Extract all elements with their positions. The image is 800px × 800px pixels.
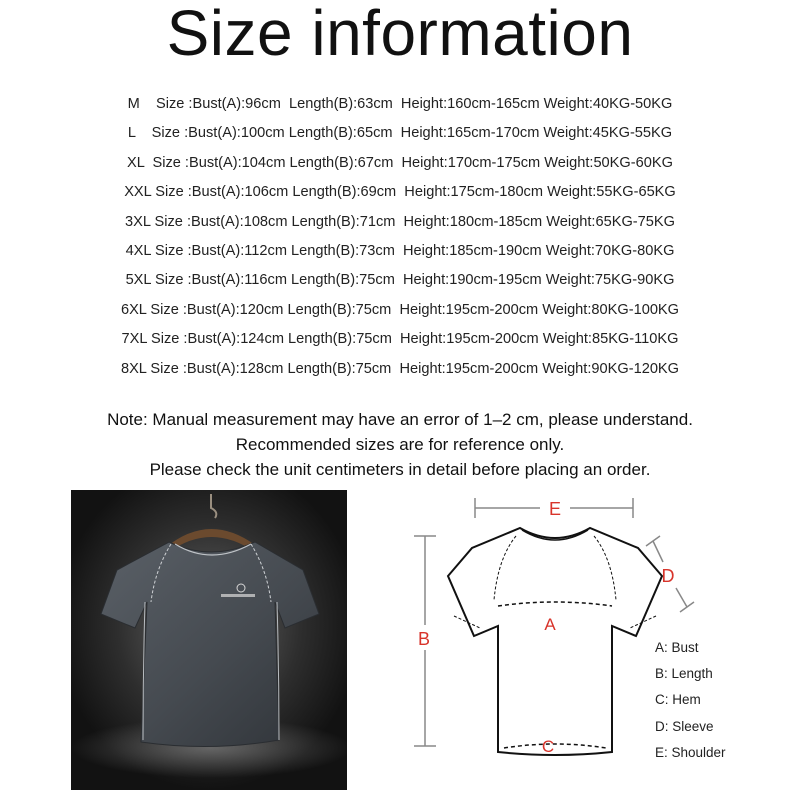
size-row: M Size :Bust(A):96cm Length(B):63cm Height:160cm-165cm Weight:40KG-50KG [127,96,673,112]
label-a: A [544,615,556,634]
size-row: 5XL Size :Bust(A):116cm Length(B):75cm Height:190cm-195cm Weight:75KG-90KG [125,272,675,289]
size-row: 3XL Size :Bust(A):108cm Length(B):71cm Height:180cm-185cm Weight:65KG-75KG [125,213,675,230]
label-c: C [541,737,555,756]
legend-item: B: Length [655,666,713,682]
shirt-outline [448,528,662,755]
size-row: XL Size :Bust(A):104cm Length(B):67cm Height:170cm-175cm Weight:50KG-60KG [127,154,673,171]
note-line: Note: Manual measurement may have an error of 1–2 cm, please understand. [107,410,693,429]
size-row: 8XL Size :Bust(A):128cm Length(B):75cm Height:195cm-200cm Weight:90KG-120KG [120,360,680,377]
bust-line [498,602,612,606]
size-table [0,94,800,388]
note-line: Please check the unit centimeters in detail before placing an order. [149,460,651,479]
product-photo [71,490,347,790]
measurement-diagram [400,490,800,790]
notes [0,407,800,482]
size-row: L Size :Bust(A):100cm Length(B):65cm Height:165cm-170cm Weight:45KG-55KG [127,125,673,142]
label-b: B [417,629,431,649]
size-row: 7XL Size :Bust(A):124cm Length(B):75cm Height:195cm-200cm Weight:85KG-110KG [121,331,679,348]
label-e: E [548,499,562,519]
legend-item: E: Shoulder [655,744,726,760]
page-title: Size information [166,0,634,69]
legend-item: D: Sleeve [655,718,714,734]
legend-item: C: Hem [655,692,701,708]
size-row: 4XL Size :Bust(A):112cm Length(B):73cm Height:185cm-190cm Weight:70KG-80KG [125,242,675,259]
legend-item: A: Bust [655,640,699,655]
note-line: Recommended sizes are for reference only. [235,435,565,454]
tshirt-photo-illustration [71,490,347,790]
label-d: D [661,566,675,586]
size-row: 6XL Size :Bust(A):120cm Length(B):75cm Height:195cm-200cm Weight:80KG-100KG [120,301,680,318]
hem-line [504,744,606,748]
legend [655,638,726,769]
size-row: XXL Size :Bust(A):106cm Length(B):69cm Height:175cm-180cm Weight:55KG-65KG [124,184,676,201]
